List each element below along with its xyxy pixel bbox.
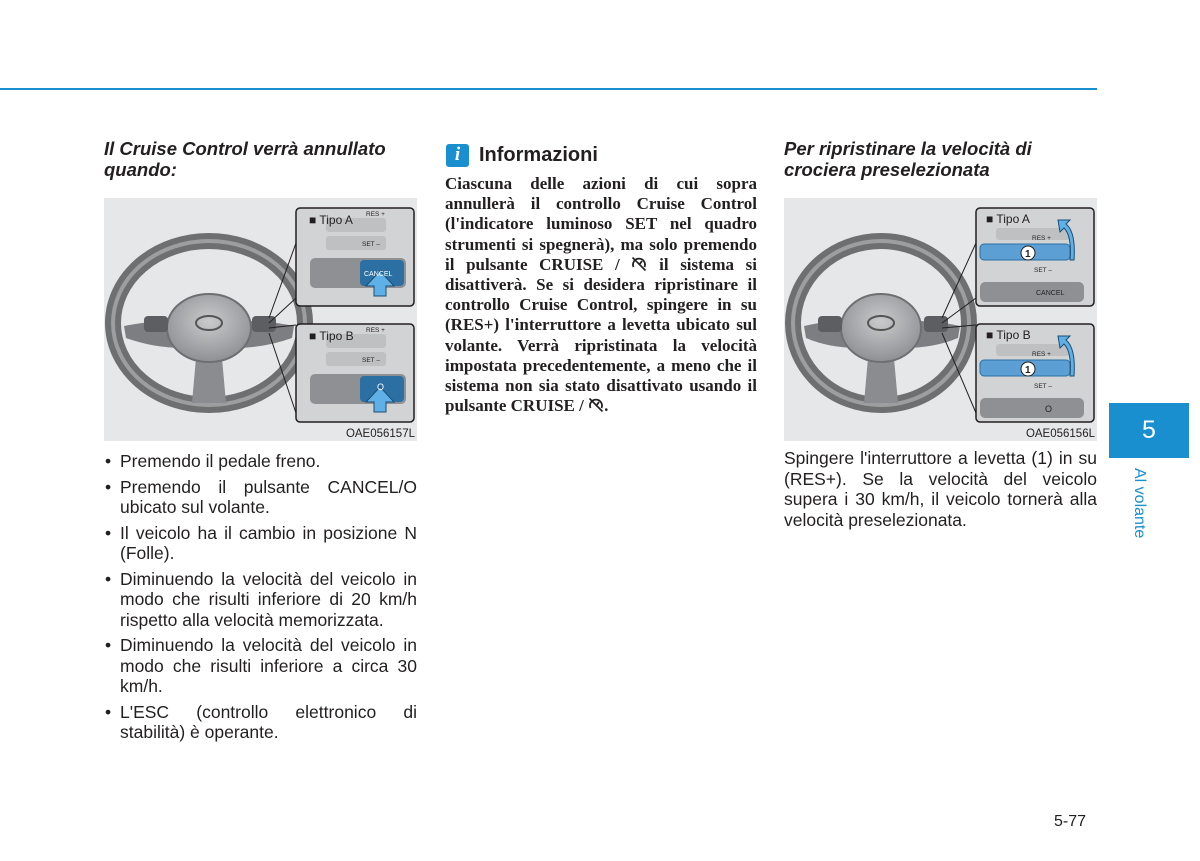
type-a-label: ■ Tipo A [309, 213, 353, 227]
cruise-control-icon [588, 397, 604, 413]
list-item: • L'ESC (controllo elettronico di stabilità) è operante. [104, 702, 417, 743]
info-text-end: . [604, 396, 609, 416]
set-label: SET – [1034, 267, 1052, 274]
set-label-b: SET – [362, 357, 380, 364]
type-b-label: ■ Tipo B [986, 328, 1031, 342]
info-text-2: il sistema si disattiverà. Se si desidera ripristinare il controllo Cruise Control, spingere in su (RES+) l'interruttore a levetta ubicato sul volante. Verrà ripristinata la velocità impostata precedentemente, a meno che il sistema non sia stato disattivato usando il pulsante CRUISE / [445, 254, 758, 416]
info-column [445, 138, 757, 416]
o-label: O [1045, 404, 1053, 414]
header-rule [0, 88, 1097, 90]
figure-code: OAE056156L [1025, 428, 1095, 440]
chapter-label: Al volante [1131, 468, 1148, 539]
right-column [784, 138, 1097, 530]
list-item: • Premendo il pulsante CANCEL/O ubicato sul volante. [104, 477, 417, 518]
res-label: RES + [366, 211, 385, 218]
figure-code: OAE056157L [345, 428, 415, 440]
set-label: SET – [362, 241, 380, 248]
cancel-label: CANCEL [1036, 290, 1065, 297]
res-label: RES + [1032, 235, 1051, 242]
page-number: 5-77 [1054, 813, 1087, 830]
list-item: • Diminuendo la velocità del veicolo in modo che risulti inferiore a circa 30 km/h. [104, 635, 417, 697]
cruise-control-icon [631, 256, 647, 272]
steering-wheel-illustration [104, 198, 417, 441]
res-label-b: RES + [1032, 351, 1051, 358]
steering-wheel-figure-resume [784, 198, 1097, 441]
marker-1: 1 [1025, 249, 1031, 260]
info-header [445, 142, 757, 168]
info-body [445, 174, 757, 416]
info-text-1: Ciascuna delle azioni di cui sopra annullerà il controllo Cruise Control (l'indicatore luminoso SET nel quadro strumenti si spegnerà), ma solo premendo il pulsante CRUISE / [445, 174, 757, 274]
list-item: • Premendo il pedale freno. [104, 451, 417, 472]
info-icon: i [446, 144, 469, 167]
cancel-conditions-title: Il Cruise Control verrà annullato quando: [104, 138, 386, 180]
marker-1-b: 1 [1025, 365, 1031, 376]
steering-wheel-figure-cancel [104, 198, 417, 441]
left-column [104, 138, 417, 748]
resume-speed-text: Spingere l'interruttore a levetta (1) in su (RES+). Se la velocità del veicolo supera i 30 km/h, il veicolo tornerà alla velocità preselezionata. [784, 448, 1097, 530]
chapter-tab: 5 [1109, 403, 1189, 458]
type-a-label: ■ Tipo A [986, 212, 1030, 226]
info-title: Informazioni [479, 143, 598, 166]
set-label-b: SET – [1034, 383, 1052, 390]
o-label: O [377, 382, 385, 392]
type-b-label: ■ Tipo B [309, 329, 354, 343]
steering-wheel-illustration [784, 198, 1097, 441]
list-item: • Diminuendo la velocità del veicolo in modo che risulti inferiore di 20 km/h rispetto alla velocità memorizzata. [104, 569, 417, 631]
res-label-b: RES + [366, 327, 385, 334]
cancel-conditions-list [104, 451, 417, 743]
list-item: • Il veicolo ha il cambio in posizione N (Folle). [104, 523, 417, 564]
resume-speed-title: Per ripristinare la velocità di crociera preselezionata [784, 138, 1032, 180]
cancel-label: CANCEL [364, 271, 393, 278]
